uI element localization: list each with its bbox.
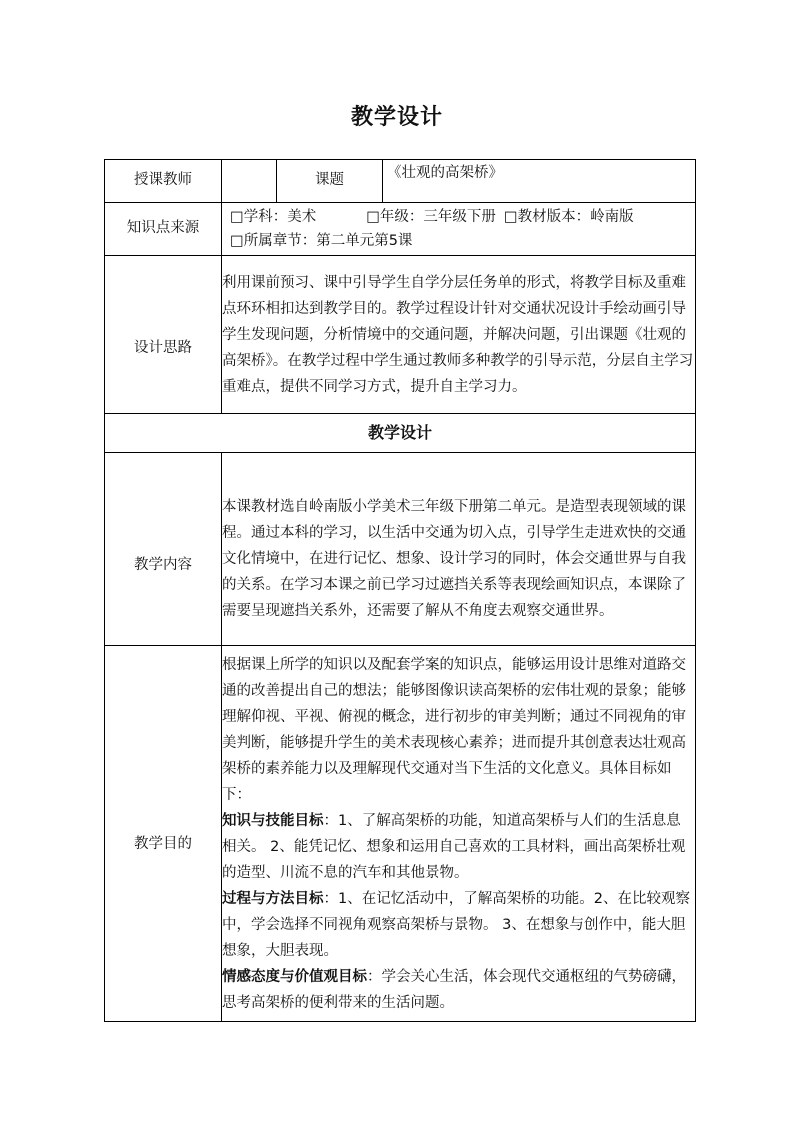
subject-field: □学科：美术: [230, 209, 317, 225]
objectives-label: 教学目的: [105, 646, 222, 1022]
page-title: 教学设计: [350, 105, 443, 130]
goal-process: 过程与方法目标：1、在记忆活动中，了解高架桥的功能。2、在比较观察中，学会选择不同视角观察高架桥与景物。 3、在想象与创作中，能大胆想象，大胆表现。: [222, 890, 690, 959]
source-label: 知识点来源: [105, 203, 222, 256]
source-value: [222, 203, 696, 256]
lesson-plan-table: [104, 159, 696, 1022]
table-row-content: [105, 453, 696, 646]
goal-emotion: 情感态度与价值观目标：学会关心生活，体会现代交通枢纽的气势磅礴，思考高架桥的便利带来的生活问题。: [222, 968, 686, 1011]
objectives-text: [222, 646, 696, 1022]
topic-value: 《壮观的高架桥》: [383, 160, 696, 203]
grade-field: □年级：三年级下册: [366, 209, 496, 225]
objectives-intro: 根据课上所学的知识以及配套学案的知识点，能够运用设计思维对道路交通的改善提出自己的想法；能够图像识读高架桥的宏伟壮观的景象；能够理解仰视、平视、俯视的概念，进行初步的审美判断；通过不同视角的审美判断，能够提升学生的美术表现核心素养；进而提升其创意表达壮观高架桥的素养能力以及理解现代交通对当下生活的文化意义。具体目标如下：: [222, 656, 686, 803]
table-row-objectives: [105, 646, 696, 1022]
source-line-2: [222, 229, 695, 253]
source-line-1: [222, 205, 695, 229]
table-row-teacher: [105, 160, 696, 203]
table-row-design-idea: [105, 256, 696, 414]
table-row-section: [105, 414, 696, 453]
edition-field: □教材版本：岭南版: [503, 209, 634, 225]
chapter-field: □所属章节：第二单元第5课: [230, 233, 413, 249]
section-heading: 教学设计: [105, 414, 696, 453]
design-idea-label: 设计思路: [105, 256, 222, 414]
topic-label: 课题: [277, 160, 383, 203]
design-idea-text: 利用课前预习、课中引导学生自学分层任务单的形式，将教学目标及重难点环环相扣达到教学目的。教学过程设计针对交通状况设计手绘动画引导学生发现问题，分析情境中的交通问题，并解决问题，引出课题《壮观的高架桥》。在教学过程中学生通过教师多种教学的引导示范，分层自主学习重难点，提供不同学习方式，提升自主学习力。: [222, 256, 696, 414]
content-label: 教学内容: [105, 453, 222, 646]
teacher-value: [222, 160, 277, 203]
goal-knowledge: 知识与技能目标：1、了解高架桥的功能，知道高架桥与人们的生活息息相关。 2、能凭记忆、想象和运用自己喜欢的工具材料，画出高架桥壮观的造型、川流不息的汽车和其他景物。: [222, 812, 686, 881]
content-text: 本课教材选自岭南版小学美术三年级下册第二单元。是造型表现领域的课程。通过本科的学习，以生活中交通为切入点，引导学生走进欢快的交通文化情境中，在进行记忆、想象、设计学习的同时，体会交通世界与自我的关系。在学习本课之前已学习过遮挡关系等表现绘画知识点，本课除了需要呈现遮挡关系外，还需要了解从不角度去观察交通世界。: [222, 453, 696, 646]
teacher-label: 授课教师: [105, 160, 222, 203]
table-row-source: [105, 203, 696, 256]
